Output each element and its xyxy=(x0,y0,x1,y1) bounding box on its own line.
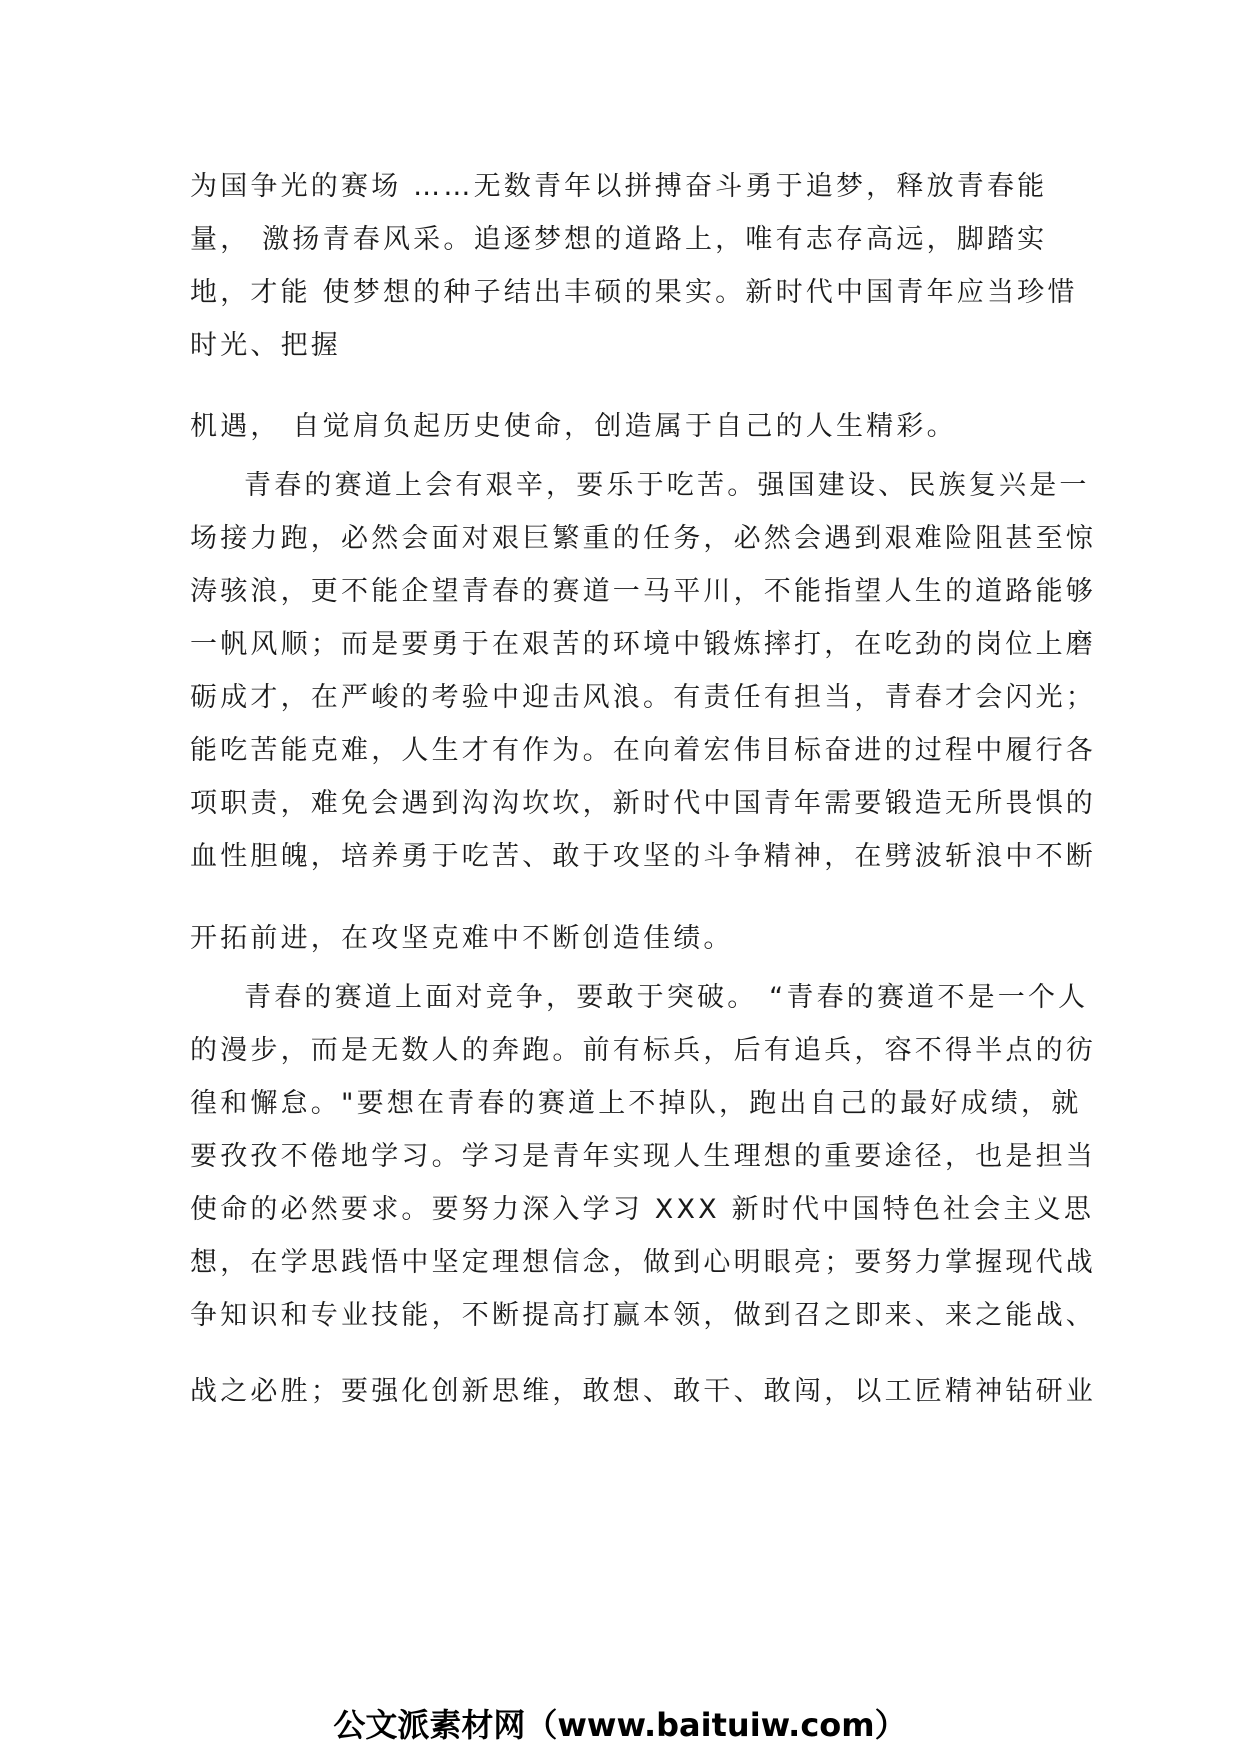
body-text-line: 想，在学思践悟中坚定理想信念，做到心明眼亮；要努力掌握现代战 xyxy=(190,1247,1096,1278)
body-text-line: 场接力跑，必然会面对艰巨繁重的任务，必然会遇到艰难险阻甚至惊 xyxy=(190,523,1096,554)
body-text-line: 量， 激扬青春风采。追逐梦想的道路上，唯有志存高远，脚踏实 xyxy=(190,224,1048,255)
body-text-line: 时光、把握 xyxy=(190,330,341,361)
footer-watermark-text: 公文派素材网（www.baituiw.com） xyxy=(333,1706,907,1744)
paragraph-first-line: 青春的赛道上面对竞争，要敢于突破。 “青春的赛道不是一个人 xyxy=(244,982,1089,1013)
body-text-line: 争知识和专业技能，不断提高打赢本领，做到召之即来、来之能战、 xyxy=(190,1300,1096,1331)
body-text-line: 战之必胜；要强化创新思维，敢想、敢干、敢闯，以工匠精神钻研业 xyxy=(190,1376,1096,1407)
body-text-line: 的漫步，而是无数人的奔跑。前有标兵，后有追兵，容不得半点的彷 xyxy=(190,1035,1096,1066)
body-text-line: 开拓前进，在攻坚克难中不断创造佳绩。 xyxy=(190,923,734,954)
body-text-line: 项职责，难免会遇到沟沟坎坎，新时代中国青年需要锻造无所畏惧的 xyxy=(190,788,1096,819)
body-text-line: 为国争光的赛场 ……无数青年以拼搏奋斗勇于追梦，释放青春能 xyxy=(190,171,1048,202)
body-text-line: 涛骇浪，更不能企望青春的赛道一马平川，不能指望人生的道路能够 xyxy=(190,576,1096,607)
body-text-line: 使命的必然要求。要努力深入学习 XXX 新时代中国特色社会主义思 xyxy=(190,1194,1095,1225)
body-text-line: 地，才能 使梦想的种子结出丰硕的果实。新时代中国青年应当珍惜 xyxy=(190,277,1078,308)
body-text-line: 血性胆魄，培养勇于吃苦、敢于攻坚的斗争精神，在劈波斩浪中不断 xyxy=(190,841,1096,872)
body-text-line: 机遇， 自觉肩负起历史使命，创造属于自己的人生精彩。 xyxy=(190,411,957,442)
paragraph-first-line: 青春的赛道上会有艰辛，要乐于吃苦。强国建设、民族复兴是一 xyxy=(244,470,1090,501)
body-text-line: 一帆风顺；而是要勇于在艰苦的环境中锻炼摔打，在吃劲的岗位上磨 xyxy=(190,629,1096,660)
body-text-line: 要孜孜不倦地学习。学习是青年实现人生理想的重要途径，也是担当 xyxy=(190,1141,1096,1172)
body-text-line: 徨和懈怠。"要想在青春的赛道上不掉队，跑出自己的最好成绩，就 xyxy=(190,1088,1082,1119)
body-text-line: 能吃苦能克难，人生才有作为。在向着宏伟目标奋进的过程中履行各 xyxy=(190,735,1096,766)
body-text-line: 砺成才，在严峻的考验中迎击风浪。有责任有担当，青春才会闪光； xyxy=(190,682,1096,713)
